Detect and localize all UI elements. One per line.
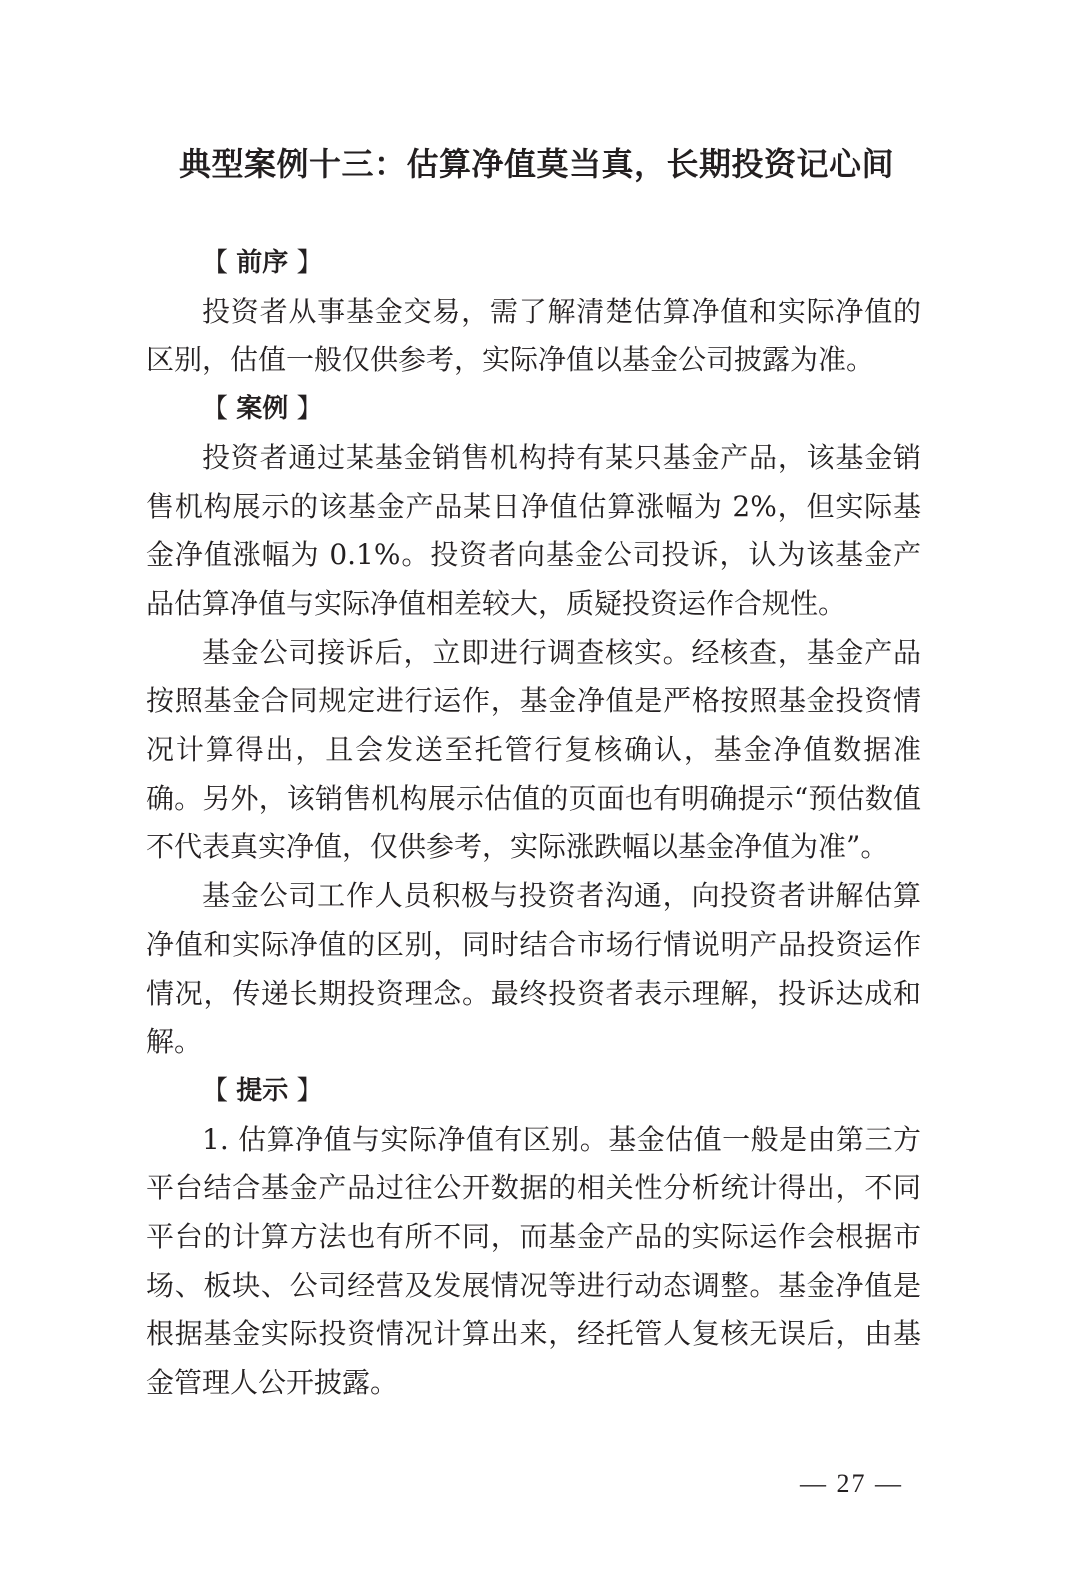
left-bracket: 【: [202, 248, 237, 278]
left-bracket: 【: [202, 1075, 237, 1106]
paragraph: 1. 估算净值与实际净值有区别。基金估值一般是由第三方平台结合基金产品过往公开数据的相关性分析统计得出，不同平台的计算方法也有所不同，而基金产品的实际运作会根据市场、板块、公司经营及发展情况等进行动态调整。基金净值是根据基金实际投资情况计算出来，经托管人复核无误后，由基金管理人公开披露。: [146, 1122, 921, 1400]
section-heading-preface: [146, 239, 921, 288]
right-bracket: 】: [288, 248, 323, 278]
page-number: — 27 —: [800, 1469, 903, 1498]
right-bracket: 】: [288, 1075, 323, 1106]
section-heading-label: 前序: [236, 248, 289, 278]
document-body: [146, 239, 921, 1408]
left-bracket: 【: [202, 394, 237, 425]
section-heading-case: [146, 385, 921, 434]
section-heading-label: 案例: [236, 394, 289, 425]
paragraph: 基金公司接诉后，立即进行调查核实。经核查，基金产品按照基金合同规定进行运作，基金净值是严格按照基金投资情况计算得出，且会发送至托管行复核确认，基金净值数据准确。另外，该销售机构展示估值的页面也有明确提示“预估数值不代表真实净值，仅供参考，实际涨跌幅以基金净值为准”。: [146, 635, 921, 864]
section-heading-label: 提示: [236, 1075, 289, 1106]
paragraph: 投资者从事基金交易，需了解清楚估算净值和实际净值的区别，估值一般仅供参考，实际净值以基金公司披露为准。: [146, 294, 921, 377]
section-heading-tips: [146, 1067, 921, 1116]
paragraph: 基金公司工作人员积极与投资者沟通，向投资者讲解估算净值和实际净值的区别，同时结合市场行情说明产品投资运作情况，传递长期投资理念。最终投资者表示理解，投诉达成和解。: [146, 879, 921, 1059]
right-bracket: 】: [288, 394, 323, 425]
page-title: 典型案例十三：估算净值莫当真，长期投资记心间: [178, 145, 894, 183]
paragraph: 投资者通过某基金销售机构持有某只基金产品，该基金销售机构展示的该基金产品某日净值估算涨幅为 2%，但实际基金净值涨幅为 0.1%。投资者向基金公司投诉，认为该基金产品估算净值与实际净值相差较大，质疑投资运作合规性。: [146, 440, 921, 620]
